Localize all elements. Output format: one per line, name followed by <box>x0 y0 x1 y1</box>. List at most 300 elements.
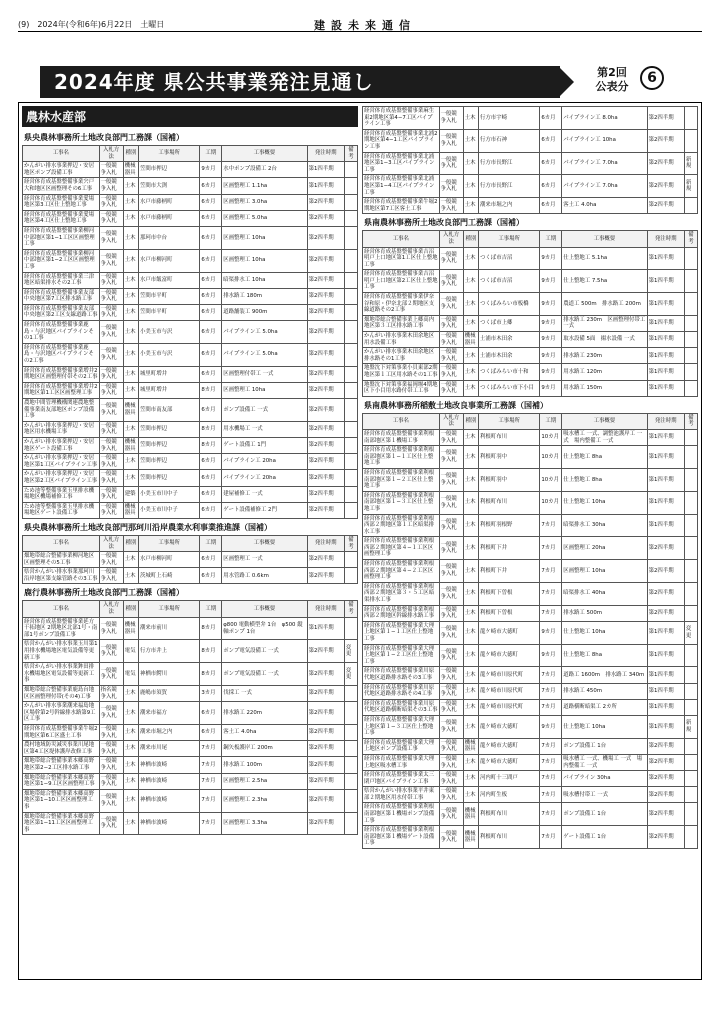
table-row <box>363 683 698 699</box>
column-header: 備考 <box>344 535 357 551</box>
table-cell: 土木 <box>123 789 138 812</box>
table-row <box>23 702 358 725</box>
table-cell: 仕上整地工 10ha <box>562 715 647 738</box>
table-cell: 道路工 1600m 排水路工 340m <box>562 667 647 683</box>
round-label <box>592 66 632 94</box>
table-cell: 第2四半期 <box>307 724 344 740</box>
table-cell: 第1四半期 <box>647 468 684 491</box>
table-cell: 経営体育成基盤整備事業利根西部２期地区第１工区暗渠排水工事 <box>363 514 440 537</box>
table-cell: 土木 <box>463 270 478 293</box>
table-cell: 変更 <box>344 640 357 663</box>
table-cell: φ800 電動横型弁 1台 φ500 縦軸ポンプ 1台 <box>222 617 307 640</box>
table-cell: 笠間市平町 <box>139 304 200 320</box>
table-cell: 道路舗装工 900m <box>222 304 307 320</box>
table-cell: 第2四半期 <box>307 686 344 702</box>
table-cell <box>684 247 697 270</box>
table-cell: 小美玉市川中子 <box>139 486 200 502</box>
table-cell: 区画整理工 10ha <box>222 226 307 249</box>
table-cell: 排水路工 100m <box>222 757 307 773</box>
table-cell: かんがい排水事業木田余地区用水設備工事 <box>363 332 440 348</box>
table-cell: 潮来市堀之内 <box>139 724 200 740</box>
table-cell <box>684 754 697 770</box>
table-cell: 土木 <box>463 429 478 445</box>
table-cell <box>684 129 697 152</box>
project-table <box>362 413 698 849</box>
table-cell <box>344 226 357 249</box>
table-row <box>363 738 698 754</box>
table-cell: 農村地域防災減災事業川尾地区第4工区堤体護岸改修工事 <box>23 741 100 757</box>
table-cell: 第2四半期 <box>647 175 684 198</box>
table-cell: ゲート設備工 1台 <box>562 826 647 849</box>
table-cell: 第2四半期 <box>647 826 684 849</box>
table-cell: 排水路工 500m <box>562 605 647 621</box>
table-cell: 一般競争入札 <box>439 787 463 803</box>
table-cell: 6カ月 <box>200 304 222 320</box>
table-cell: 経営体育成基盤整備事業愛場地区第4工区仕上整地工事 <box>23 210 100 226</box>
table-cell: 機械器具 <box>463 826 478 849</box>
table-cell: 利根町布川 <box>479 803 540 826</box>
table-cell: 一般競争入札 <box>99 502 123 518</box>
table-cell: 区画整理工 3.0ha <box>222 194 307 210</box>
table-cell: 一般競争入札 <box>99 343 123 366</box>
table-cell: 用水路工 150m <box>562 380 647 396</box>
table-cell: 一般競争入札 <box>439 644 463 667</box>
table-cell: 区画整理工 20ha <box>562 537 647 560</box>
table-cell: 第2四半期 <box>307 663 344 686</box>
table-cell: 経営体育成基盤整備事業牛堀2期地区第6工区盛土工事 <box>23 724 100 740</box>
table-cell: 経営体育成基盤整備事業愛場地区第3工区仕上整地工事 <box>23 194 100 210</box>
table-cell: 土木 <box>123 741 138 757</box>
table-cell: 機械器具 <box>463 803 478 826</box>
table-cell: 第1四半期 <box>647 364 684 380</box>
table-cell: 一般競争入札 <box>99 741 123 757</box>
table-cell <box>684 683 697 699</box>
table-row <box>23 640 358 663</box>
table-cell: 行方市長野江 <box>479 152 540 175</box>
table-row <box>23 617 358 640</box>
table-cell: 第2四半期 <box>307 789 344 812</box>
table-cell: 土木 <box>463 491 478 514</box>
table-header-row <box>363 413 698 429</box>
table-row <box>23 226 358 249</box>
table-cell: 第2四半期 <box>647 803 684 826</box>
table-cell: かんがい排水事業押辺・安居地区第1工区パイプライン工事 <box>23 454 100 470</box>
table-cell <box>684 560 697 583</box>
table-row <box>363 644 698 667</box>
table-cell: 第1四半期 <box>647 380 684 396</box>
table-cell: 龍ケ崎市大徳町 <box>479 754 540 770</box>
table-cell: 仕上整地工 10ha <box>562 491 647 514</box>
table-cell: 一般競争入札 <box>439 175 463 198</box>
table-cell: 一般競争入札 <box>439 446 463 469</box>
table-cell <box>344 288 357 304</box>
table-cell: 土木 <box>463 537 478 560</box>
newspaper-name: 建設未来通信 <box>314 19 416 32</box>
column-header: 工事場所 <box>479 413 540 429</box>
table-row <box>23 249 358 272</box>
table-cell: 第2四半期 <box>307 194 344 210</box>
table-cell: 第2四半期 <box>647 152 684 175</box>
table-cell: 第2四半期 <box>307 454 344 470</box>
column-header: 工事場所 <box>139 535 200 551</box>
column-header: 種別 <box>463 231 478 247</box>
table-cell: 一般競争入札 <box>439 771 463 787</box>
table-cell: 土木 <box>463 644 478 667</box>
table-cell: 経営体育成基盤整備事業友部中央地区第7工区排水路工事 <box>23 288 100 304</box>
table-cell <box>344 686 357 702</box>
column-header: 工事場所 <box>479 231 540 247</box>
table-cell: 区画整理工 一式 <box>222 552 307 568</box>
page-banner-title: 2024年度 県公共事業発注見通し <box>40 66 560 98</box>
table-cell: 行方市井上 <box>139 640 200 663</box>
table-cell: 9カ月 <box>540 364 562 380</box>
column-header: 発注時期 <box>307 601 344 617</box>
table-cell: 一般競争入札 <box>99 366 123 382</box>
table-cell: 経営体育成基盤整備事業川原代地区道路排水路その4工事 <box>363 683 440 699</box>
table-cell: 電気 <box>123 640 138 663</box>
table-cell: 地盤沈下対策事業小貝東部2期地区第１工区用水路その1工事 <box>363 364 440 380</box>
table-row <box>23 789 358 812</box>
table-cell <box>344 304 357 320</box>
table-cell: 経営体育成基盤整備事業宍戸大和地区区画整理その6工事 <box>23 178 100 194</box>
table-cell <box>344 568 357 584</box>
table-cell: 水戸市藤柄町 <box>139 194 200 210</box>
table-cell: 笠間市押辺 <box>139 454 200 470</box>
table-cell: 第1四半期 <box>647 683 684 699</box>
table-cell: ため池等整備事業玉里排水機場地区ゲート設備工事 <box>23 502 100 518</box>
table-header-row <box>23 535 358 551</box>
table-cell: 土木 <box>123 686 138 702</box>
table-cell: 土木 <box>463 348 478 364</box>
table-cell: 7カ月 <box>200 812 222 835</box>
table-cell: 経営体育成基盤整備事業牛堀2期地区第7工区客土工事 <box>363 198 440 214</box>
table-cell: 土木 <box>123 702 138 725</box>
table-cell: 土木 <box>463 514 478 537</box>
table-row <box>23 288 358 304</box>
table-cell: 8カ月 <box>200 663 222 686</box>
table-cell <box>684 270 697 293</box>
table-row <box>363 537 698 560</box>
table-cell: 畑地帯総合整備事業鹿島台地区区画整理付帯(その4)工事 <box>23 686 100 702</box>
table-cell: 笠間市大渕 <box>139 178 200 194</box>
table-row <box>23 502 358 518</box>
table-cell: 6カ月 <box>200 454 222 470</box>
table-row <box>363 315 698 331</box>
table-cell: 県営かんがい排水事業平井東部２期地区用水付帯工事 <box>363 787 440 803</box>
project-table <box>362 106 698 214</box>
table-cell: 一般競争入札 <box>99 470 123 486</box>
table-cell: 一般競争入札 <box>99 249 123 272</box>
table-row <box>23 321 358 344</box>
table-cell: 6カ月 <box>200 178 222 194</box>
table-cell: 一般競争入札 <box>99 724 123 740</box>
table-cell: 第2四半期 <box>307 640 344 663</box>
table-cell: 8カ月 <box>200 437 222 453</box>
table-cell: 暗渠排水工 10ha <box>222 272 307 288</box>
table-cell: 区画整理付帯工 一式 <box>222 366 307 382</box>
table-cell: 変更 <box>344 663 357 686</box>
column-header: 工事概要 <box>562 231 647 247</box>
column-header: 工期 <box>200 535 222 551</box>
table-cell: 第2四半期 <box>307 773 344 789</box>
table-cell <box>344 789 357 812</box>
table-row <box>23 486 358 502</box>
table-cell: 一般競争入札 <box>99 437 123 453</box>
table-cell: かんがい排水事業木田余地区排水路その1工事 <box>363 348 440 364</box>
table-cell: 土木 <box>123 773 138 789</box>
table-cell: 一般競争入札 <box>439 270 463 293</box>
table-cell: パイプライン 30ha <box>562 771 647 787</box>
table-cell: 10カ月 <box>540 468 562 491</box>
table-cell: 7カ月 <box>540 787 562 803</box>
table-cell: 畑地帯総合整備事業本郷高野地区第2−2工区排水路工事 <box>23 757 100 773</box>
table-cell <box>344 454 357 470</box>
table-cell: 土木 <box>463 152 478 175</box>
table-cell: 一般競争入札 <box>439 738 463 754</box>
table-cell: 道路横断暗渠工 2カ所 <box>562 699 647 715</box>
table-cell <box>344 617 357 640</box>
table-cell: 土木 <box>463 667 478 683</box>
table-cell: 6カ月 <box>200 470 222 486</box>
table-cell: つくば市吉沼 <box>479 247 540 270</box>
table-cell <box>684 826 697 849</box>
table-row <box>363 514 698 537</box>
table-cell: 土木 <box>123 724 138 740</box>
table-cell <box>684 605 697 621</box>
table-cell: 一般競争入札 <box>439 468 463 491</box>
page-header <box>18 16 702 32</box>
table-cell: 10カ月 <box>540 446 562 469</box>
table-cell: 神栖市波崎 <box>139 773 200 789</box>
column-header: 発注時期 <box>307 146 344 162</box>
table-cell: 客土工 4.0ha <box>222 724 307 740</box>
table-cell: 第1四半期 <box>647 315 684 331</box>
table-cell <box>684 803 697 826</box>
table-cell: 6カ月 <box>200 702 222 725</box>
table-cell: 一般競争入札 <box>99 178 123 194</box>
table-cell: 一般競争入札 <box>439 715 463 738</box>
table-cell: 機械器具 <box>123 617 138 640</box>
table-row <box>23 568 358 584</box>
column-header: 入札方法 <box>99 146 123 162</box>
table-cell: つくば市上郷 <box>479 315 540 331</box>
table-cell: 吸水槽工 一式、調整池護岸工 一式 場内整備工 一式 <box>562 429 647 445</box>
table-cell: 暗渠排水工 40ha <box>562 582 647 605</box>
table-cell: 第1四半期 <box>647 332 684 348</box>
table-cell: 一般競争入札 <box>99 454 123 470</box>
office-heading: 県南農林事務所土地改良部門工務課（国補） <box>364 218 524 228</box>
table-cell: 利根町羽中 <box>479 468 540 491</box>
table-cell: 土木 <box>463 787 478 803</box>
column-header: 種別 <box>463 413 478 429</box>
table-cell: 第2四半期 <box>307 288 344 304</box>
table-cell: 第2四半期 <box>307 249 344 272</box>
table-cell: 区画整理工 5.0ha <box>222 210 307 226</box>
table-cell: 9カ月 <box>540 293 562 316</box>
table-cell: 6カ月 <box>200 399 222 422</box>
table-cell: かんがい排水事業押辺・安居地区ゲート設備工事 <box>23 437 100 453</box>
table-row <box>23 741 358 757</box>
table-cell: 那珂市中台 <box>139 226 200 249</box>
table-cell: 第1四半期 <box>647 621 684 644</box>
office-heading: 鹿行農林事務所土地改良部門工務課（国補） <box>24 588 184 598</box>
table-row <box>23 210 358 226</box>
table-cell: 行方市石神 <box>479 129 540 152</box>
table-cell: 土木 <box>463 754 478 770</box>
table-cell: 仕上整地工 10ha <box>562 621 647 644</box>
table-cell: 6カ月 <box>200 272 222 288</box>
table-cell <box>684 537 697 560</box>
table-cell: 土木 <box>123 470 138 486</box>
project-table <box>22 600 358 835</box>
table-row <box>363 107 698 130</box>
table-cell: 9カ月 <box>540 270 562 293</box>
table-cell: 一般競争入札 <box>439 621 463 644</box>
table-cell: かんがい排水事業押辺・安居地区用水機場工事 <box>23 421 100 437</box>
table-cell: 土浦市木田余 <box>479 332 540 348</box>
table-cell: 経営体育成基盤整備事業川原代地区道路横断暗渠その3工事 <box>363 699 440 715</box>
table-row <box>363 560 698 583</box>
table-cell: 土木 <box>463 683 478 699</box>
column-header: 工期 <box>200 601 222 617</box>
table-cell <box>684 771 697 787</box>
table-cell: 区画整理工 10ha <box>562 560 647 583</box>
table-cell: 県営かんがい排水事業那珂川沿岸地区第支線管路その3工事 <box>23 568 100 584</box>
table-cell: 6カ月 <box>540 107 562 130</box>
table-cell: 一般競争入札 <box>439 129 463 152</box>
table-row <box>23 162 358 178</box>
table-cell: 経営体育成基盤整備事業麻生東2期地区第4−7工区パイプライン工事 <box>363 107 440 130</box>
table-cell: 土木 <box>463 380 478 396</box>
table-row <box>23 812 358 835</box>
table-cell: 6カ月 <box>540 129 562 152</box>
table-cell: 経営体育成基盤整備事業利根西部２期地区第４−２工区区画整理工事 <box>363 560 440 583</box>
table-cell: 第2四半期 <box>647 738 684 754</box>
table-row <box>363 247 698 270</box>
table-cell: 行方市宇崎 <box>479 107 540 130</box>
table-cell: 経営体育成基盤整備事業増井2期地区区画整理付帯その2工事 <box>23 366 100 382</box>
table-cell: ポンプ設備工 一式 <box>222 399 307 422</box>
table-cell: 一般競争入札 <box>99 382 123 398</box>
table-cell: 8カ月 <box>200 617 222 640</box>
table-cell: 区画整理工 2.5ha <box>222 773 307 789</box>
table-cell <box>684 446 697 469</box>
table-row <box>363 175 698 198</box>
table-row <box>23 366 358 382</box>
table-cell <box>684 198 697 214</box>
table-cell: 一般競争入札 <box>439 582 463 605</box>
table-cell: 畑地帯総合整備事業本郷高野地区第1−10工区区画整理工事 <box>23 789 100 812</box>
table-cell: 第2四半期 <box>307 382 344 398</box>
table-cell: 土木 <box>123 178 138 194</box>
table-cell: 一般競争入札 <box>439 826 463 849</box>
table-cell: 第1四半期 <box>647 715 684 738</box>
table-cell: 鋼矢板護岸工 200m <box>222 741 307 757</box>
table-cell: 一般競争入札 <box>99 552 123 568</box>
table-cell: 一般競争入札 <box>439 429 463 445</box>
table-cell <box>684 787 697 803</box>
table-cell: 潮来市前川 <box>139 617 200 640</box>
table-row <box>23 552 358 568</box>
table-cell: 茨城町上石崎 <box>139 568 200 584</box>
table-cell: 小美玉市川中子 <box>139 502 200 518</box>
table-cell: 暗渠排水工 30ha <box>562 514 647 537</box>
table-cell: 一般競争入札 <box>439 315 463 331</box>
table-cell: 経営体育成基盤整備事業伊奈谷和原・伊奈北部２期地区支線道路その2工事 <box>363 293 440 316</box>
column-header: 種別 <box>123 535 138 551</box>
banner-arrow <box>558 66 574 98</box>
table-cell: 城里町増井 <box>139 366 200 382</box>
column-header: 発注時期 <box>307 535 344 551</box>
table-cell: 第2四半期 <box>307 304 344 320</box>
table-cell: 第1四半期 <box>647 644 684 667</box>
table-row <box>363 826 698 849</box>
table-cell: 潮来市福方 <box>139 702 200 725</box>
table-cell: 土木 <box>123 552 138 568</box>
table-cell: 第2四半期 <box>647 787 684 803</box>
table-row <box>363 293 698 316</box>
table-cell: 龍ケ崎市大徳町 <box>479 738 540 754</box>
column-header: 発注時期 <box>647 231 684 247</box>
table-row <box>363 715 698 738</box>
table-cell <box>344 437 357 453</box>
table-cell: 経営体育成基盤整備事業柳河中部地区第1−2工区区画整理工事 <box>23 249 100 272</box>
table-cell: 経営体育成基盤整備事業利根南部地区第１機場ゲート設備工事 <box>363 826 440 849</box>
table-cell: 経営体育成基盤整備事業柳河中部地区第1−1工区区画整理工事 <box>23 226 100 249</box>
table-cell <box>344 552 357 568</box>
table-row <box>23 399 358 422</box>
table-cell: 畑地帯総合整備事業上郷高内地区第３工区排水路工事 <box>363 315 440 331</box>
table-cell: 経営体育成基盤整備事業大理上地区吸水槽工事 <box>363 754 440 770</box>
table-cell: 第2四半期 <box>647 129 684 152</box>
table-cell: 7カ月 <box>200 757 222 773</box>
table-cell: 6カ月 <box>200 321 222 344</box>
table-cell: 畑地帯総合整備事業本郷高野地区第1−11工区区画整理工事 <box>23 812 100 835</box>
table-cell: 9カ月 <box>540 332 562 348</box>
table-cell: 区画整理工 1.1ha <box>222 178 307 194</box>
table-cell: 土木 <box>463 560 478 583</box>
right-column <box>362 106 698 976</box>
table-cell <box>344 702 357 725</box>
table-cell: 第1四半期 <box>647 270 684 293</box>
table-cell: 10カ月 <box>540 429 562 445</box>
table-cell: 吸水槽工 一式、機場工 一式 場内整備工 一式 <box>562 754 647 770</box>
table-cell: 経営体育成基盤整備事業利根南部地区第１−２工区仕上整地工事 <box>363 468 440 491</box>
table-cell: 一般競争入札 <box>439 348 463 364</box>
table-cell: 9カ月 <box>540 715 562 738</box>
column-header: 工期 <box>200 146 222 162</box>
table-cell: パイプライン工 8.0ha <box>562 107 647 130</box>
table-row <box>363 129 698 152</box>
table-cell: 経営体育成基盤整備事業増井2期地区第1工区区画整理工事 <box>23 382 100 398</box>
table-cell: 一般競争入札 <box>99 272 123 288</box>
table-cell: 土木 <box>123 812 138 835</box>
table-cell: 利根町下井 <box>479 537 540 560</box>
table-cell <box>344 343 357 366</box>
table-cell: 土木 <box>123 321 138 344</box>
table-cell: 機械器具 <box>123 437 138 453</box>
column-header: 工事場所 <box>139 601 200 617</box>
table-cell: 土木 <box>463 446 478 469</box>
table-cell: つくばみらい市板橋 <box>479 293 540 316</box>
table-cell: 区画整理工 10ha <box>222 382 307 398</box>
table-row <box>23 304 358 320</box>
project-table <box>22 145 358 519</box>
table-cell: 水戸市柳河町 <box>139 552 200 568</box>
table-row <box>23 272 358 288</box>
table-cell: 9カ月 <box>540 644 562 667</box>
table-cell: 経営体育成基盤整備事業大理上地区ポンプ設備工事 <box>363 738 440 754</box>
